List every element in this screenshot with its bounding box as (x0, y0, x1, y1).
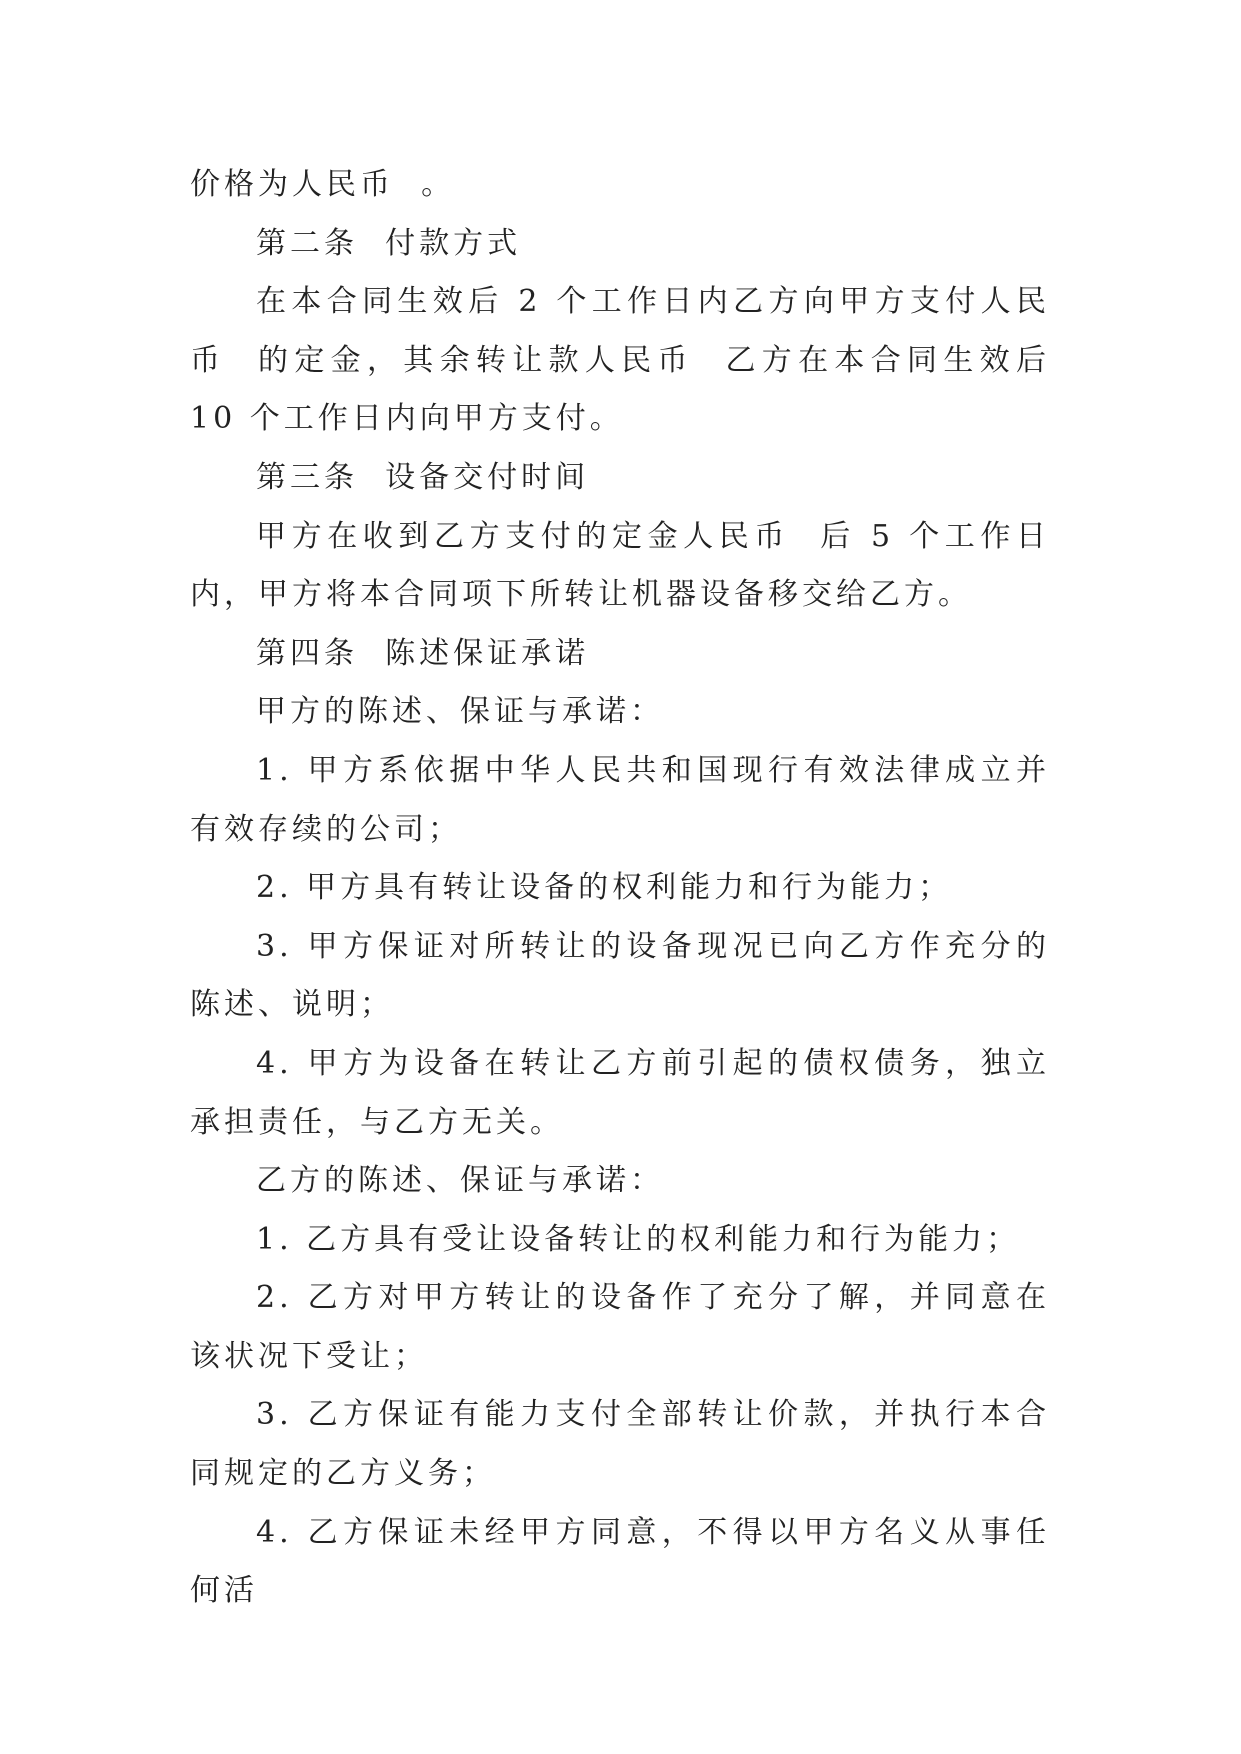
party-a-item-3: 3. 甲方保证对所转让的设备现况已向乙方作充分的陈述、说明； (190, 928, 1050, 1023)
party-b-heading: 乙方的陈述、保证与承诺： (256, 1163, 664, 1199)
document-body (190, 156, 1064, 1621)
price-line: 价格为人民币 。 (190, 167, 456, 202)
article-3-title: 第三条 设备交付时间 (256, 459, 590, 495)
article-2-body: 在本合同生效后 2 个工作日内乙方向甲方支付人民币 的定金，其余转让款人民币 乙方在本合同生效后 10 个工作日内向甲方支付。 (190, 284, 1064, 437)
party-b-item-1: 1. 乙方具有受让设备转让的权利能力和行为能力； (256, 1221, 1021, 1257)
article-4-title: 第四条 陈述保证承诺 (256, 635, 590, 671)
party-a-heading: 甲方的陈述、保证与承诺： (256, 694, 664, 730)
party-b-item-4: 4. 乙方保证未经甲方同意，不得以甲方名义从事任何活 (190, 1514, 1050, 1609)
party-a-item-4: 4. 甲方为设备在转让乙方前引起的债权债务，独立承担责任，与乙方无关。 (190, 1045, 1050, 1140)
party-a-item-1: 1. 甲方系依据中华人民共和国现行有效法律成立并有效存续的公司； (190, 752, 1050, 847)
party-b-item-2: 2. 乙方对甲方转让的设备作了充分了解，并同意在该状况下受让； (190, 1280, 1050, 1374)
party-a-item-2: 2. 甲方具有转让设备的权利能力和行为能力； (256, 870, 953, 906)
party-b-item-3: 3. 乙方保证有能力支付全部转让价款，并执行本合同规定的乙方义务； (190, 1397, 1050, 1492)
article-3-body: 甲方在收到乙方支付的定金人民币 后 5 个工作日内，甲方将本合同项下所转让机器设备移交给乙方。 (190, 518, 1050, 613)
article-2-title: 第二条 付款方式 (256, 225, 522, 261)
